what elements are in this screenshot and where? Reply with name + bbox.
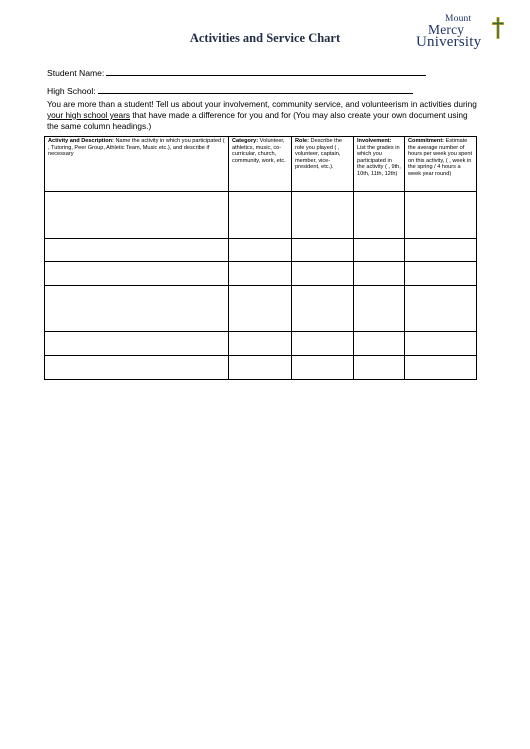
table-cell[interactable]	[45, 192, 229, 239]
table-cell[interactable]	[405, 332, 477, 356]
table-cell[interactable]	[354, 192, 405, 239]
table-cell[interactable]	[45, 262, 229, 286]
table-cell[interactable]	[45, 286, 229, 332]
logo-word-university: University	[416, 34, 482, 50]
header-involvement-desc: List the grades in which you participated in the activity ( , 9th, 10th, 11th, 12th)	[357, 144, 401, 177]
student-name-line[interactable]	[106, 66, 426, 76]
header-activity-desc: Name the activity in which you participated ( , Tutoring, Peer Group, Athletic Team, Music etc.), and describe if necessary	[48, 138, 225, 158]
student-name-field[interactable]	[47, 66, 426, 78]
table-row[interactable]	[45, 262, 477, 286]
table-cell[interactable]	[354, 356, 405, 380]
high-school-label: High School:	[47, 86, 96, 96]
table-row[interactable]	[45, 192, 477, 239]
header-category	[229, 137, 292, 192]
table-cell[interactable]	[292, 332, 354, 356]
table-cell[interactable]	[405, 239, 477, 262]
header-activity	[45, 137, 229, 192]
table-cell[interactable]	[292, 356, 354, 380]
table-cell[interactable]	[292, 192, 354, 239]
table-cell[interactable]	[45, 239, 229, 262]
table-row[interactable]	[45, 239, 477, 262]
header-role-desc: Describe the role you played ( , volunteer, captain, member, vice-president, etc.).	[295, 138, 342, 171]
intro-text-1: You are more than a student! Tell us about your involvement, community service, and volunteerism in activities during	[47, 99, 477, 109]
table-cell[interactable]	[354, 262, 405, 286]
intro-text-underlined: your high school years	[47, 109, 131, 120]
cross-icon	[492, 17, 504, 39]
table-cell[interactable]	[354, 332, 405, 356]
table-cell[interactable]	[45, 332, 229, 356]
table-cell[interactable]	[229, 239, 292, 262]
activities-table	[44, 136, 477, 380]
header-commitment-desc: Estimate the average number of hours per week you spent on this activity, ( , week in the spring / 4 hours a week year round)	[408, 138, 473, 177]
table-cell[interactable]	[292, 262, 354, 286]
high-school-line[interactable]	[98, 84, 413, 94]
table-cell[interactable]	[405, 286, 477, 332]
table-row[interactable]	[45, 286, 477, 332]
table-cell[interactable]	[405, 262, 477, 286]
intro-text-2: that have made a difference for you and for (You may also create your own document using the same column headings.)	[47, 109, 468, 131]
header-role-title: Role:	[295, 138, 309, 144]
table-cell[interactable]	[354, 239, 405, 262]
table-cell[interactable]	[292, 286, 354, 332]
intro-paragraph	[47, 99, 477, 131]
header-commitment	[405, 137, 477, 192]
header-involvement	[354, 137, 405, 192]
table-cell[interactable]	[405, 192, 477, 239]
high-school-field[interactable]	[47, 84, 413, 96]
page-title: Activities and Service Chart	[189, 31, 341, 45]
table-cell[interactable]	[229, 332, 292, 356]
header-category-title: Category:	[232, 138, 259, 144]
table-header-row	[45, 137, 477, 192]
table-cell[interactable]	[354, 286, 405, 332]
university-logo	[414, 14, 504, 50]
logo-word-mount: Mount	[445, 14, 472, 24]
table-row[interactable]	[45, 332, 477, 356]
table-cell[interactable]	[229, 192, 292, 239]
header-activity-title: Activity and Description:	[48, 138, 114, 144]
header-commitment-title: Commitment:	[408, 138, 445, 144]
table-cell[interactable]	[229, 262, 292, 286]
header-category-desc: Volunteer, athletics, music, co-curricular, church, community, work, etc.	[232, 138, 286, 164]
table-cell[interactable]	[292, 239, 354, 262]
table-cell[interactable]	[45, 356, 229, 380]
logo-word-mercy: Mercy	[428, 22, 465, 37]
table-cell[interactable]	[229, 286, 292, 332]
table-cell[interactable]	[229, 356, 292, 380]
header-involvement-title: Involvement:	[357, 138, 392, 144]
table-cell[interactable]	[405, 356, 477, 380]
student-name-label: Student Name:	[47, 68, 105, 78]
table-row[interactable]	[45, 356, 477, 380]
header-role	[292, 137, 354, 192]
